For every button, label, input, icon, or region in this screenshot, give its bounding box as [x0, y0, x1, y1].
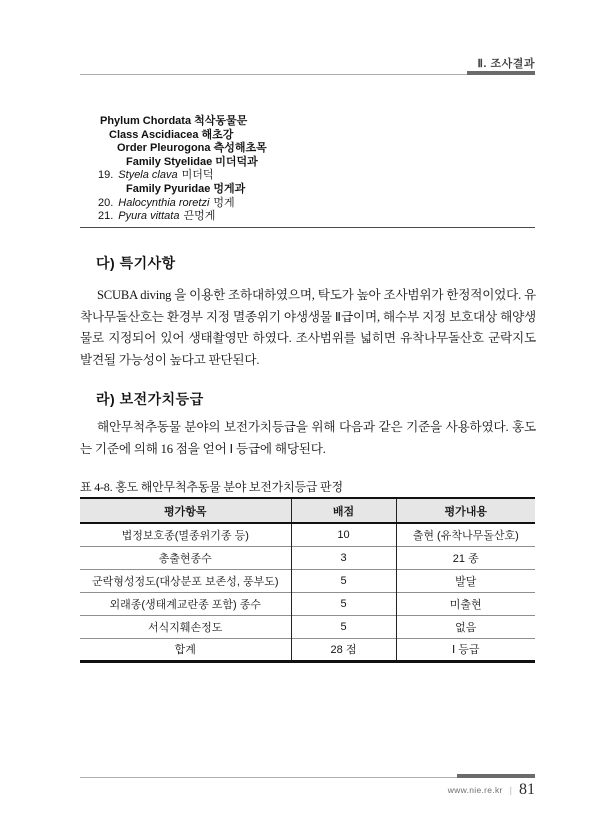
- cell-item: 군락형성정도(대상분포 보존성, 풍부도): [80, 569, 291, 592]
- table-header-row: [80, 498, 535, 523]
- footer-meta: [80, 781, 535, 799]
- section-heading-conservation-grade: 라) 보전가치등급: [96, 391, 204, 407]
- taxon-order: Order Pleurogona 측성해초목: [117, 142, 267, 155]
- cell-score: 10: [291, 523, 396, 546]
- cell-score: 5: [291, 569, 396, 592]
- footer-page-number: 81: [519, 781, 535, 798]
- species-korean-name: 미더덕: [181, 169, 214, 182]
- running-header-section-label: Ⅱ. 조사결과: [477, 58, 535, 70]
- cell-item: 법정보호종(멸종위기종 등): [121, 529, 249, 542]
- table-row: [80, 592, 535, 615]
- table-row: [80, 569, 535, 592]
- cell-content: 발달: [396, 569, 535, 592]
- species-latin-name: Halocynthia roretzi: [118, 196, 210, 209]
- cell-content: 미출현: [396, 592, 535, 615]
- taxon-phylum: Phylum Chordata 척삭동물문: [100, 115, 248, 127]
- conservation-grade-table: [80, 497, 535, 663]
- species-number: 19.: [98, 169, 114, 182]
- col-header-item: 평가항목: [80, 498, 291, 523]
- cell-content: 출현 (유착나무돌산호): [396, 523, 535, 546]
- cell-item: 총출현종수: [80, 546, 291, 569]
- cell-score: 3: [291, 546, 396, 569]
- cell-item: 외래종(생태계교란종 포함) 종수: [80, 592, 291, 615]
- species-korean-name: 끈멍게: [183, 210, 216, 223]
- species-latin-name: Styela clava: [118, 169, 178, 182]
- species-entry: [80, 210, 535, 224]
- footer-website-url: www.nie.re.kr: [447, 785, 503, 795]
- species-number: 21.: [98, 210, 114, 223]
- cell-score: 5: [291, 592, 396, 615]
- cell-content: 없음: [396, 615, 535, 638]
- table-row: [80, 546, 535, 569]
- taxon-class: Class Ascidiacea 해초강: [109, 128, 234, 141]
- cell-item: 합계: [80, 638, 291, 661]
- cell-item: 서식지훼손정도: [80, 615, 291, 638]
- section-heading-special-notes: 다) 특기사항: [96, 255, 176, 271]
- taxon-family: Family Styelidae 미더덕과: [126, 155, 258, 168]
- cell-score: 5: [291, 615, 396, 638]
- col-header-score: 배점: [291, 498, 396, 523]
- cell-score: 28 점: [291, 638, 396, 661]
- table-row-total: [80, 638, 535, 661]
- special-notes-paragraph: SCUBA diving 을 이용한 조하대하였으며, 탁도가 높아 조사범위가 한정적이었다. 유착나무돌산호는 환경부 지정 멸종위기 야생생물 Ⅱ급이며, 해수부 지정 보호대상 해양생물로 지정되어 있어 생태촬영만 하였다. 조사범위를 넓히면 유착나무돌산호 군락지도 발견될 가능성이 높다고 판단된다.: [80, 288, 536, 367]
- species-latin-name: Pyura vittata: [118, 210, 180, 223]
- species-entry: [80, 169, 535, 183]
- taxon-family: Family Pyuridae 멍게과: [126, 182, 246, 195]
- table-caption: 표 4-8. 홍도 해안무척추동물 분야 보전가치등급 판정: [80, 480, 343, 494]
- header-rule-accent: [467, 71, 535, 75]
- species-korean-name: 멍게: [213, 196, 235, 209]
- species-taxonomy-list: [80, 115, 535, 224]
- species-number: 20.: [98, 196, 114, 209]
- col-header-content: 평가내용: [396, 498, 535, 523]
- species-list-bottom-rule: [80, 227, 535, 228]
- table-row: [80, 615, 535, 638]
- footer-divider: |: [509, 785, 512, 795]
- footer-rule-accent: [457, 774, 535, 778]
- species-entry: [80, 197, 535, 211]
- conservation-grade-paragraph: 해안무척추동물 분야의 보전가치등급을 위해 다음과 같은 기준을 사용하였다. 홍도는 기준에 의해 16 점을 얻어 Ⅰ 등급에 해당된다.: [80, 420, 536, 456]
- table-row: [80, 523, 535, 546]
- cell-content: 21 종: [396, 546, 535, 569]
- cell-content: Ⅰ 등급: [396, 638, 535, 661]
